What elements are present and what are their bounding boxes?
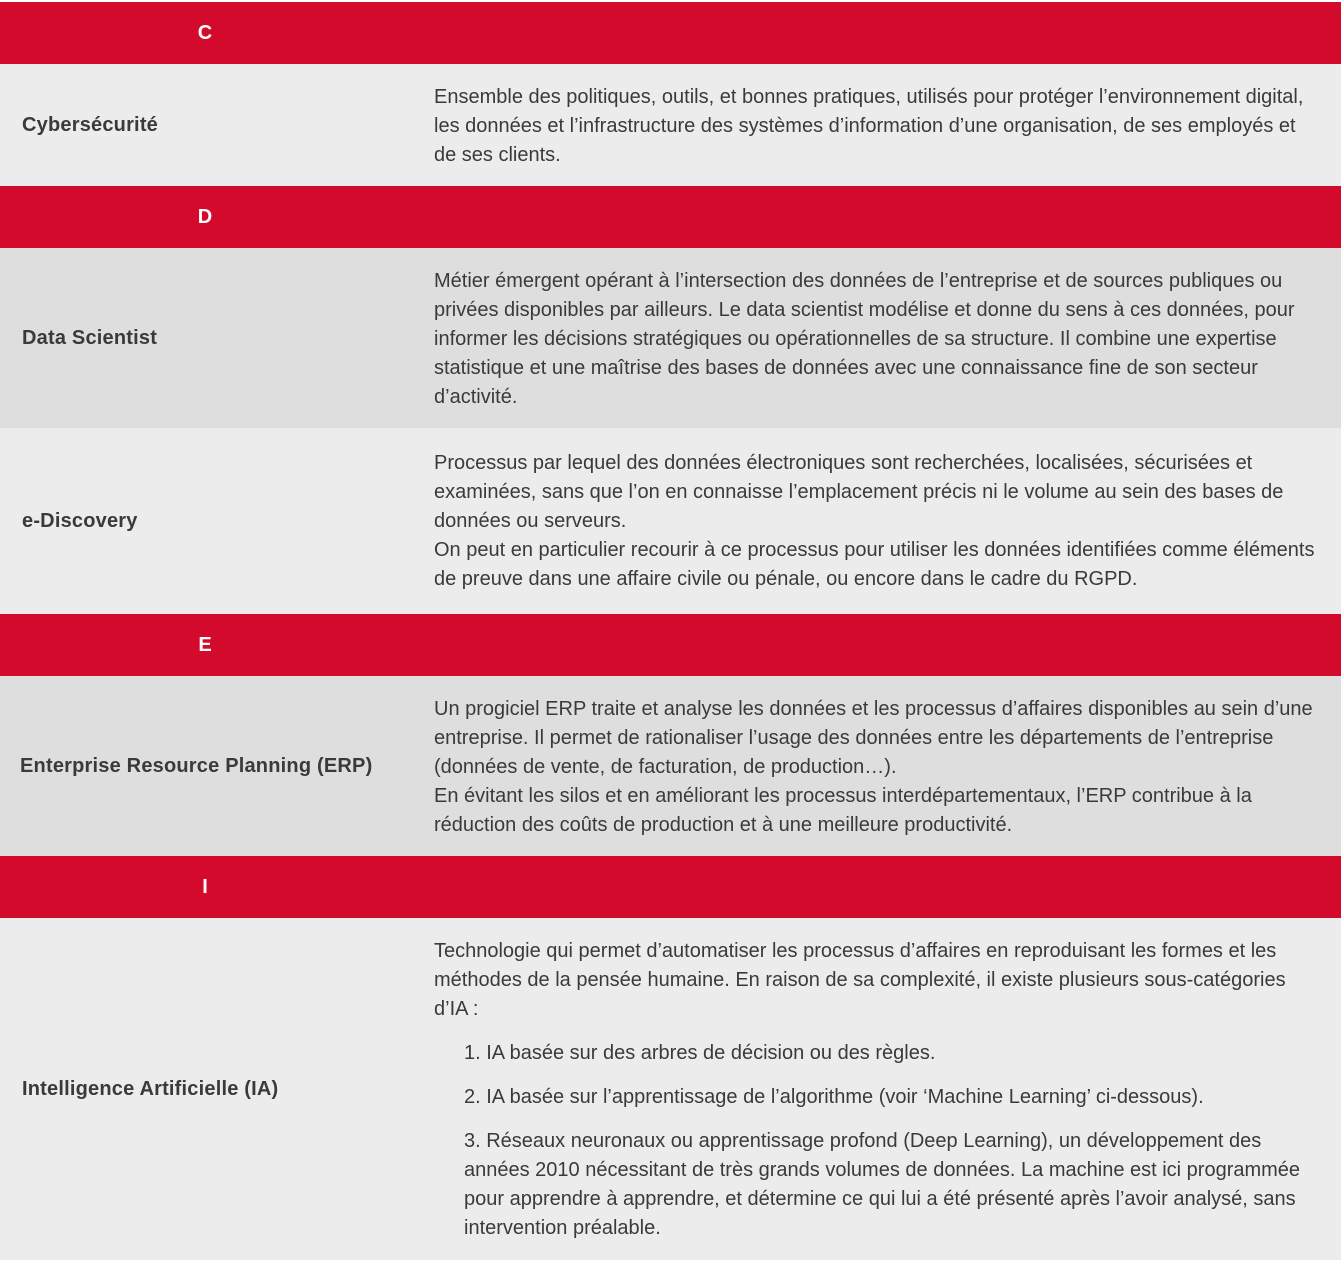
- letter-c: C: [197, 22, 213, 44]
- list-item: 3. Réseaux neuronaux ou apprentissage profond (Deep Learning), un développement des années 2010 nécessitant de très grands volumes de données. La machine est ici programmée pour apprendre à apprendre, et détermine ce qui lui a été présenté après l’avoir analysé, sans intervention préalable.: [464, 1130, 1301, 1239]
- definition-paragraph-1: Processus par lequel des données électroniques sont recherchées, localisées, sécurisées et examinées, sans que l’on en connaisse l’emplacement précis ni le volume au sein des bases de données ou serveurs.: [434, 452, 1284, 532]
- letter-header-c: [0, 2, 1341, 64]
- definition-text: Ensemble des politiques, outils, et bonnes pratiques, utilisés pour protéger l’environnement digital, les données et l’infrastructure des systèmes d’information d’une organisation, de ses employés et de ses clients.: [434, 86, 1304, 166]
- glossary-row-data-scientist: [0, 248, 1341, 428]
- definition-paragraph-1: Un progiciel ERP traite et analyse les données et les processus d’affaires disponibles au sein d’une entreprise. Il permet de rationaliser l’usage des données entre les départements de l’entreprise (données de vente, de facturation, de production…).: [434, 698, 1313, 778]
- definition-paragraph-2: En évitant les silos et en améliorant les processus interdépartementaux, l’ERP contribue à la réduction des coûts de production et à une meilleure productivité.: [434, 785, 1252, 836]
- definition-paragraph-2: On peut en particulier recourir à ce processus pour utiliser les données identifiées comme éléments de preuve dans une affaire civile ou pénale, ou encore dans le cadre du RGPD.: [434, 539, 1315, 590]
- ia-subcategory-list: [434, 1039, 1323, 1243]
- term-e-discovery: e-Discovery: [22, 509, 138, 532]
- definition-data-scientist: [434, 267, 1323, 412]
- term-data-scientist: Data Scientist: [22, 326, 158, 349]
- definition-cybersecurite: [434, 83, 1323, 170]
- letter-d: D: [197, 206, 213, 228]
- definition-intro: Technologie qui permet d’automatiser les processus d’affaires en reproduisant les formes et les méthodes de la pensée humaine. En raison de sa complexité, il existe plusieurs sous-catégories d’IA :: [434, 940, 1286, 1020]
- definition-text: Métier émergent opérant à l’intersection des données de l’entreprise et de sources publiques ou privées disponibles par ailleurs. Le data scientist modélise et donne du sens à ces données, pour informer les décisions stratégiques ou opérationnelles de sa structure. Il combine une expertise statistique et une maîtrise des bases de données avec une connaissance fine de son secteur d’activité.: [434, 270, 1295, 408]
- definition-e-discovery: [434, 449, 1323, 594]
- glossary-row-erp: [0, 676, 1341, 856]
- letter-header-i: [0, 856, 1341, 918]
- list-item: 2. IA basée sur l’apprentissage de l’algorithme (voir ‘Machine Learning’ ci-dessous).: [464, 1086, 1204, 1108]
- letter-i: I: [202, 876, 208, 898]
- term-erp: Enterprise Resource Planning (ERP): [20, 754, 373, 777]
- glossary-row-cybersecurite: [0, 64, 1341, 186]
- letter-header-e: [0, 614, 1341, 676]
- letter-e: E: [198, 634, 212, 656]
- term-cybersecurite: Cybersécurité: [22, 113, 158, 136]
- glossary-row-e-discovery: [0, 428, 1341, 614]
- letter-header-d: [0, 186, 1341, 248]
- definition-erp: [434, 695, 1323, 840]
- definition-ia: [434, 937, 1323, 1243]
- term-ia: Intelligence Artificielle (IA): [22, 1077, 279, 1100]
- glossary-row-ia: [0, 918, 1341, 1260]
- list-item: 1. IA basée sur des arbres de décision ou des règles.: [464, 1042, 936, 1064]
